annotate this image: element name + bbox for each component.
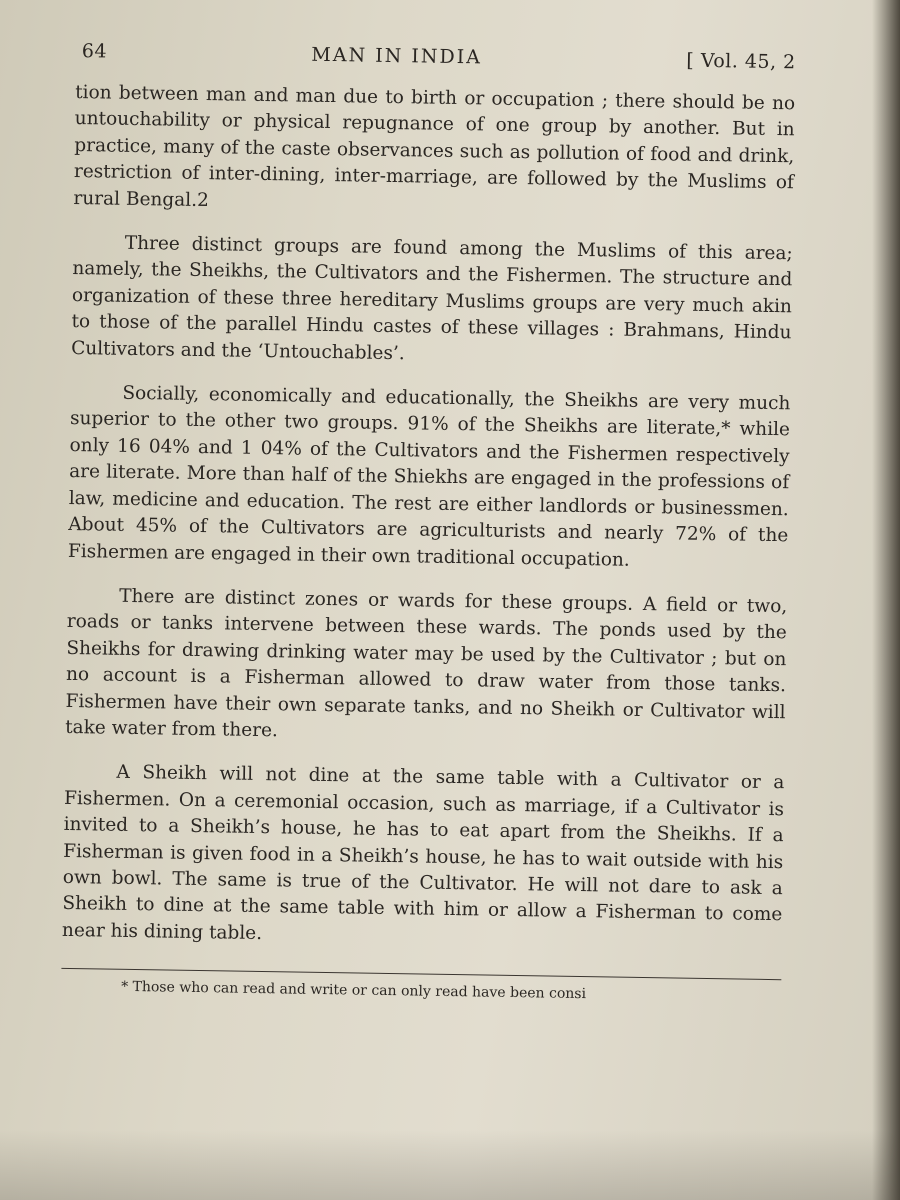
body-text	[62, 80, 795, 955]
paragraph-groups: Three distinct groups are found among the Muslims of this area; namely, the Sheikhs, the Cultivators and the Fishermen. The structure and organization of these three hereditary Muslims groups are very much akin to those of the parallel Hindu castes of these villages : Brahmans, Hindu Cultivators and the ‘Untouchables’.	[70, 232, 793, 364]
paragraph-wards: There are distinct zones or wards for these groups. A field or two, roads or tanks intervene between these wards. The ponds used by the Sheikhs for drawing drinking water may be used by the Cultivator ; but on no account is a Fisherman allowed to draw water from those tanks. Fishermen have their own separate tanks, and no Sheikh or Cultivator will take water from there.	[65, 585, 788, 742]
volume-label: [ Vol. 45, 2	[686, 49, 796, 74]
book-page	[61, 40, 796, 1006]
page-number: 64	[81, 40, 108, 63]
page-edge-shadow	[872, 0, 900, 1200]
journal-title: MAN IN INDIA	[311, 43, 483, 69]
footnote: * Those who can read and write or can only read have been consi	[121, 979, 587, 1003]
paragraph-continued: tion between man and man due to birth or occupation ; there should be no untouchability or physical repugnance of one group by another. But in practice, many of the caste observances such as pollution of food and drink, restriction of inter-dining, inter-marriage, are followed by the Muslims of rural Bengal.2	[73, 81, 796, 211]
running-head	[76, 40, 796, 73]
paragraph-literacy: Socially, economically and educationally, the Sheikhs are very much superior to the other two groups. 91% of the Sheikhs are literate,* while only 16 04% and 1 04% of the Cultivators and the Fishermen respectively are literate. More than half of the Shiekhs are engaged in the professions of law, medicine and education. The rest are either landlords or businessmen. About 45% of the Cultivators are agriculturists and nearly 72% of the Fishermen are engaged in their own traditional occupation.	[67, 382, 791, 571]
bottom-shadow	[0, 1130, 900, 1200]
paragraph-dining: A Sheikh will not dine at the same table with a Cultivator or a Fishermen. On a ceremonial occasion, such as marriage, if a Cultivator is invited to a Sheikh’s house, he has to eat apart from the Sheikhs. If a Fisherman is given food in a Sheikh’s house, he has to wait outside with his own bowl. The same is true of the Cultivator. He will not dare to ask a Sheikh to dine at the same table with him or allow a Fisherman to come near his dining table.	[61, 762, 785, 944]
